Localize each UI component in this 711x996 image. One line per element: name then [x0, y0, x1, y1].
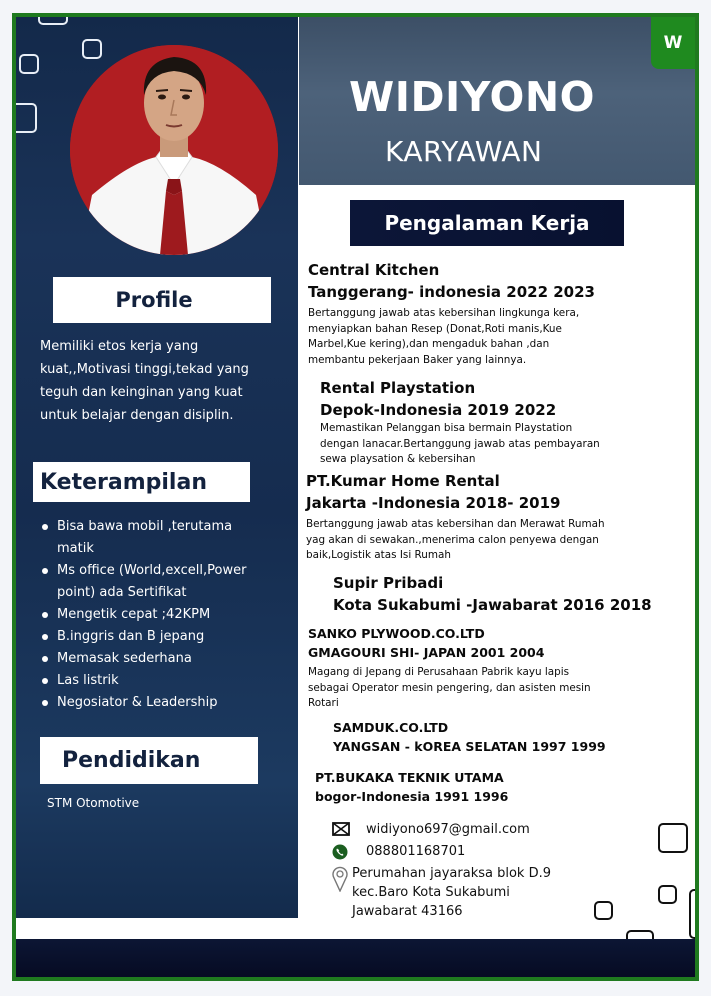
envelope-icon	[332, 822, 354, 836]
contact-address	[352, 864, 551, 921]
location-pin-icon	[332, 864, 352, 892]
decorative-square	[12, 103, 37, 133]
job-company: PT.Kumar Home Rental	[306, 472, 500, 490]
education-heading-text: Pendidikan	[62, 748, 201, 773]
job-company: PT.BUKAKA TEKNIK UTAMA	[315, 770, 504, 785]
skill-item: Memasak sederhana	[40, 648, 270, 670]
contact-email-row	[332, 822, 551, 844]
job-entry	[308, 624, 598, 712]
skill-item: Las listrik	[40, 670, 270, 692]
job-company: Central Kitchen	[308, 261, 440, 279]
decorative-square	[82, 39, 102, 59]
education-entry: STM Otomotive	[47, 796, 140, 810]
contact-email[interactable]: widiyono697@gmail.com	[366, 822, 530, 837]
phone-icon	[332, 844, 354, 860]
skills-heading	[33, 462, 250, 502]
job-entry	[333, 718, 623, 756]
job-company: Supir Pribadi	[333, 574, 444, 592]
profile-heading-text: Profile	[115, 288, 193, 312]
skill-item: B.inggris dan B jepang	[40, 626, 270, 648]
contact-address-row	[332, 864, 551, 921]
job-entry	[308, 259, 608, 368]
profile-photo	[70, 45, 278, 255]
left-sidebar-panel	[16, 17, 298, 918]
skill-item: Negosiator & Leadership	[40, 692, 270, 714]
skills-heading-text: Keterampilan	[40, 469, 207, 495]
decorative-square	[689, 889, 699, 939]
job-location-years: GMAGOURI SHI- JAPAN 2001 2004	[308, 645, 545, 660]
job-company: SANKO PLYWOOD.CO.LTD	[308, 626, 485, 641]
address-line: Jawabarat 43166	[352, 904, 463, 919]
job-entry	[320, 377, 610, 468]
job-company: SAMDUK.CO.LTD	[333, 720, 449, 735]
job-company: Rental Playstation	[320, 379, 476, 397]
decorative-square	[38, 13, 68, 25]
address-line: kec.Baro Kota Sukabumi	[352, 885, 510, 900]
job-description: Magang di Jepang di Perusahaan Pabrik kayu lapis sebagai Operator mesin pengering, dan asisten mesin Rotari	[308, 666, 591, 709]
experience-heading	[350, 200, 624, 246]
resume-frame	[12, 13, 699, 981]
skill-item: Ms office (World,excell,Power point) ada Sertifikat	[40, 560, 270, 604]
job-entry	[333, 572, 673, 616]
decorative-square	[658, 885, 677, 904]
job-description: Bertanggung jawab atas kebersihan dan Merawat Rumah yag akan di sewakan.,menerima calon penyewa dengan baik,Logistik atas Isi Rumah	[306, 518, 605, 561]
skill-item: Bisa bawa mobil ,terutama matik	[40, 516, 270, 560]
contact-block	[332, 822, 551, 921]
candidate-role: KARYAWAN	[385, 135, 543, 168]
w-badge[interactable]: W	[651, 17, 695, 69]
portrait-illustration	[70, 45, 278, 255]
decorative-square	[19, 54, 39, 74]
job-entry	[315, 768, 605, 806]
job-location-years: YANGSAN - kOREA SELATAN 1997 1999	[333, 739, 606, 754]
profile-summary: Memiliki etos kerja yang kuat,,Motivasi tinggi,tekad yang teguh dan keinginan yang kuat untuk belajar dengan disiplin.	[40, 339, 249, 423]
contact-phone[interactable]: 088801168701	[366, 844, 466, 859]
contact-phone-row	[332, 844, 551, 864]
job-description: Bertanggung jawab atas kebersihan lingkunga kera, menyiapkan bahan Resep (Donat,Roti manis,Kue Marbel,Kue kering),dan mengaduk bahan ,dan membantu pekerjaan Baker yang lainnya.	[308, 307, 580, 366]
address-line: Perumahan jayaraksa blok D.9	[352, 866, 552, 881]
job-location-years: bogor-Indonesia 1991 1996	[315, 789, 509, 804]
job-entry	[306, 470, 606, 564]
job-location-years: Kota Sukabumi -Jawabarat 2016 2018	[333, 596, 652, 614]
profile-heading	[53, 277, 271, 323]
job-location-years: Tanggerang- indonesia 2022 2023	[308, 283, 595, 301]
skills-list	[40, 516, 270, 714]
education-heading	[40, 737, 258, 784]
job-description: Memastikan Pelanggan bisa bermain Playstation dengan lanacar.Bertanggung jawab atas pembayaran sewa playsation & kebersihan	[320, 422, 600, 465]
decorative-square	[594, 901, 613, 920]
skill-item: Mengetik cepat ;42KPM	[40, 604, 270, 626]
experience-heading-text: Pengalaman Kerja	[384, 211, 590, 235]
job-location-years: Jakarta -Indonesia 2018- 2019	[306, 494, 561, 512]
bottom-bar	[16, 939, 695, 979]
candidate-name: WIDIYONO	[349, 73, 596, 121]
job-location-years: Depok-Indonesia 2019 2022	[320, 401, 557, 419]
decorative-square	[658, 823, 688, 853]
